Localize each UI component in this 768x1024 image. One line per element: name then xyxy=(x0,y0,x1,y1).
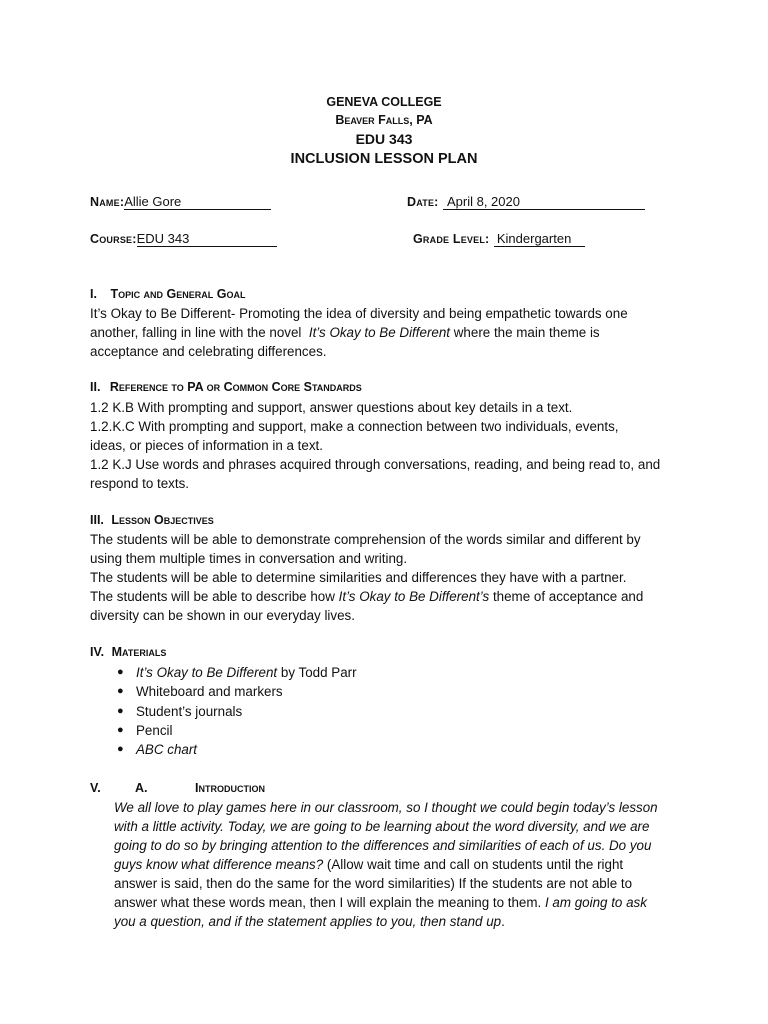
name-label: Name: xyxy=(90,195,125,209)
date-label: Date: xyxy=(407,195,439,209)
grade-level-value: Kindergarten xyxy=(494,232,585,247)
name-value: Allie Gore xyxy=(124,195,271,210)
section-4-numeral: IV. xyxy=(90,645,105,659)
novel-title: It’s Okay to Be Different xyxy=(308,325,451,340)
text-run: answer what these words mean, then I will explain the meaning to them. xyxy=(114,895,545,910)
grade-level-label: Grade Level: xyxy=(413,232,490,246)
objective-line: diversity can be shown in our everyday lives. xyxy=(90,608,355,623)
section-2-title: Reference to PA or Common Core Standards xyxy=(109,380,362,394)
text-run: (Allow wait time and call on students until the right xyxy=(323,857,624,872)
name-field xyxy=(90,193,271,211)
standard-line: 1.2 K.B With prompting and support, answer questions about key details in a text. xyxy=(90,400,573,415)
section-1-numeral: I. xyxy=(90,287,97,301)
course-label: Course: xyxy=(90,232,137,246)
course-code-title: EDU 343 xyxy=(355,131,413,147)
material-item: Student’s journals xyxy=(136,704,243,719)
novel-title: It’s Okay to Be Different’s xyxy=(338,589,490,604)
section-1-title: Topic and General Goal xyxy=(110,287,246,301)
bullet-icon: ● xyxy=(117,724,124,736)
course-value: EDU 343 xyxy=(137,232,277,247)
section-3-numeral: III. xyxy=(90,513,104,527)
bullet-icon: ● xyxy=(117,743,124,755)
section-5-numeral: V. xyxy=(90,781,101,795)
introduction-line xyxy=(114,912,505,931)
section-4-heading xyxy=(90,645,166,659)
introduction-line xyxy=(114,893,647,912)
material-item: ABC chart xyxy=(136,742,198,757)
text-run: . xyxy=(501,914,505,929)
section-3-title: Lesson Objectives xyxy=(111,513,214,527)
text-run: another, falling in line with the novel xyxy=(90,325,309,340)
bullet-icon: ● xyxy=(117,705,124,717)
novel-title: It’s Okay to Be Different xyxy=(136,665,278,680)
section-2-numeral: II. xyxy=(90,380,101,394)
text-run: you a question, and if the statement applies to you, then stand up xyxy=(114,914,502,929)
objective-line: The students will be able to determine similarities and differences they have with a partner. xyxy=(90,570,627,585)
introduction-line: with a little activity. Today, we are going to be learning about the word diversity, and we are xyxy=(114,819,650,834)
standard-line: 1.2.K.C With prompting and support, make a connection between two individuals, events, xyxy=(90,419,619,434)
section-1-heading xyxy=(90,287,245,301)
material-item xyxy=(136,663,357,682)
document-title: INCLUSION LESSON PLAN xyxy=(290,151,478,167)
introduction-line: We all love to play games here in our classroom, so I thought we could begin today’s lesson xyxy=(114,800,658,815)
standard-line: ideas, or pieces of information in a text. xyxy=(90,438,323,453)
text-run: where the main theme is xyxy=(450,325,600,340)
college-location: Beaver Falls, PA xyxy=(335,113,433,127)
section-4-title: Materials xyxy=(111,645,167,659)
text-run: I am going to ask xyxy=(544,895,647,910)
objective-line: using them multiple times in conversation and writing. xyxy=(90,551,408,566)
date-field xyxy=(407,193,645,211)
text-run: theme of acceptance and xyxy=(489,589,644,604)
text-run: The students will be able to describe how xyxy=(90,589,339,604)
objective-line: The students will be able to demonstrate comprehension of the words similar and different by xyxy=(90,532,641,547)
section-5-title: Introduction xyxy=(195,781,265,795)
material-item: Pencil xyxy=(136,723,173,738)
material-item: Whiteboard and markers xyxy=(136,684,283,699)
objective-line xyxy=(90,587,643,606)
grade-level-field xyxy=(413,230,585,248)
introduction-line: going to do so by bringing attention to the differences and similarities of each of us. Do you xyxy=(114,838,652,853)
introduction-line xyxy=(114,855,623,874)
introduction-line: answer is said, then do the same for the word similarities) If the students are not able to xyxy=(114,876,633,891)
section-1-line: acceptance and celebrating differences. xyxy=(90,344,327,359)
standard-line: respond to texts. xyxy=(90,476,189,491)
section-2-heading xyxy=(90,380,362,394)
text-run: by Todd Parr xyxy=(277,665,357,680)
section-5-subletter: A. xyxy=(135,781,148,795)
section-1-line xyxy=(90,323,600,342)
date-value: April 8, 2020 xyxy=(443,195,645,210)
section-3-heading xyxy=(90,513,214,527)
bullet-icon: ● xyxy=(117,685,124,697)
course-field xyxy=(90,230,277,248)
bullet-icon: ● xyxy=(117,666,124,678)
standard-line: 1.2 K.J Use words and phrases acquired through conversations, reading, and being read to, and xyxy=(90,457,661,472)
section-1-line: It’s Okay to Be Different- Promoting the idea of diversity and being empathetic towards one xyxy=(90,306,628,321)
college-name: GENEVA COLLEGE xyxy=(326,95,442,109)
text-run: guys know what difference means? xyxy=(114,857,324,872)
